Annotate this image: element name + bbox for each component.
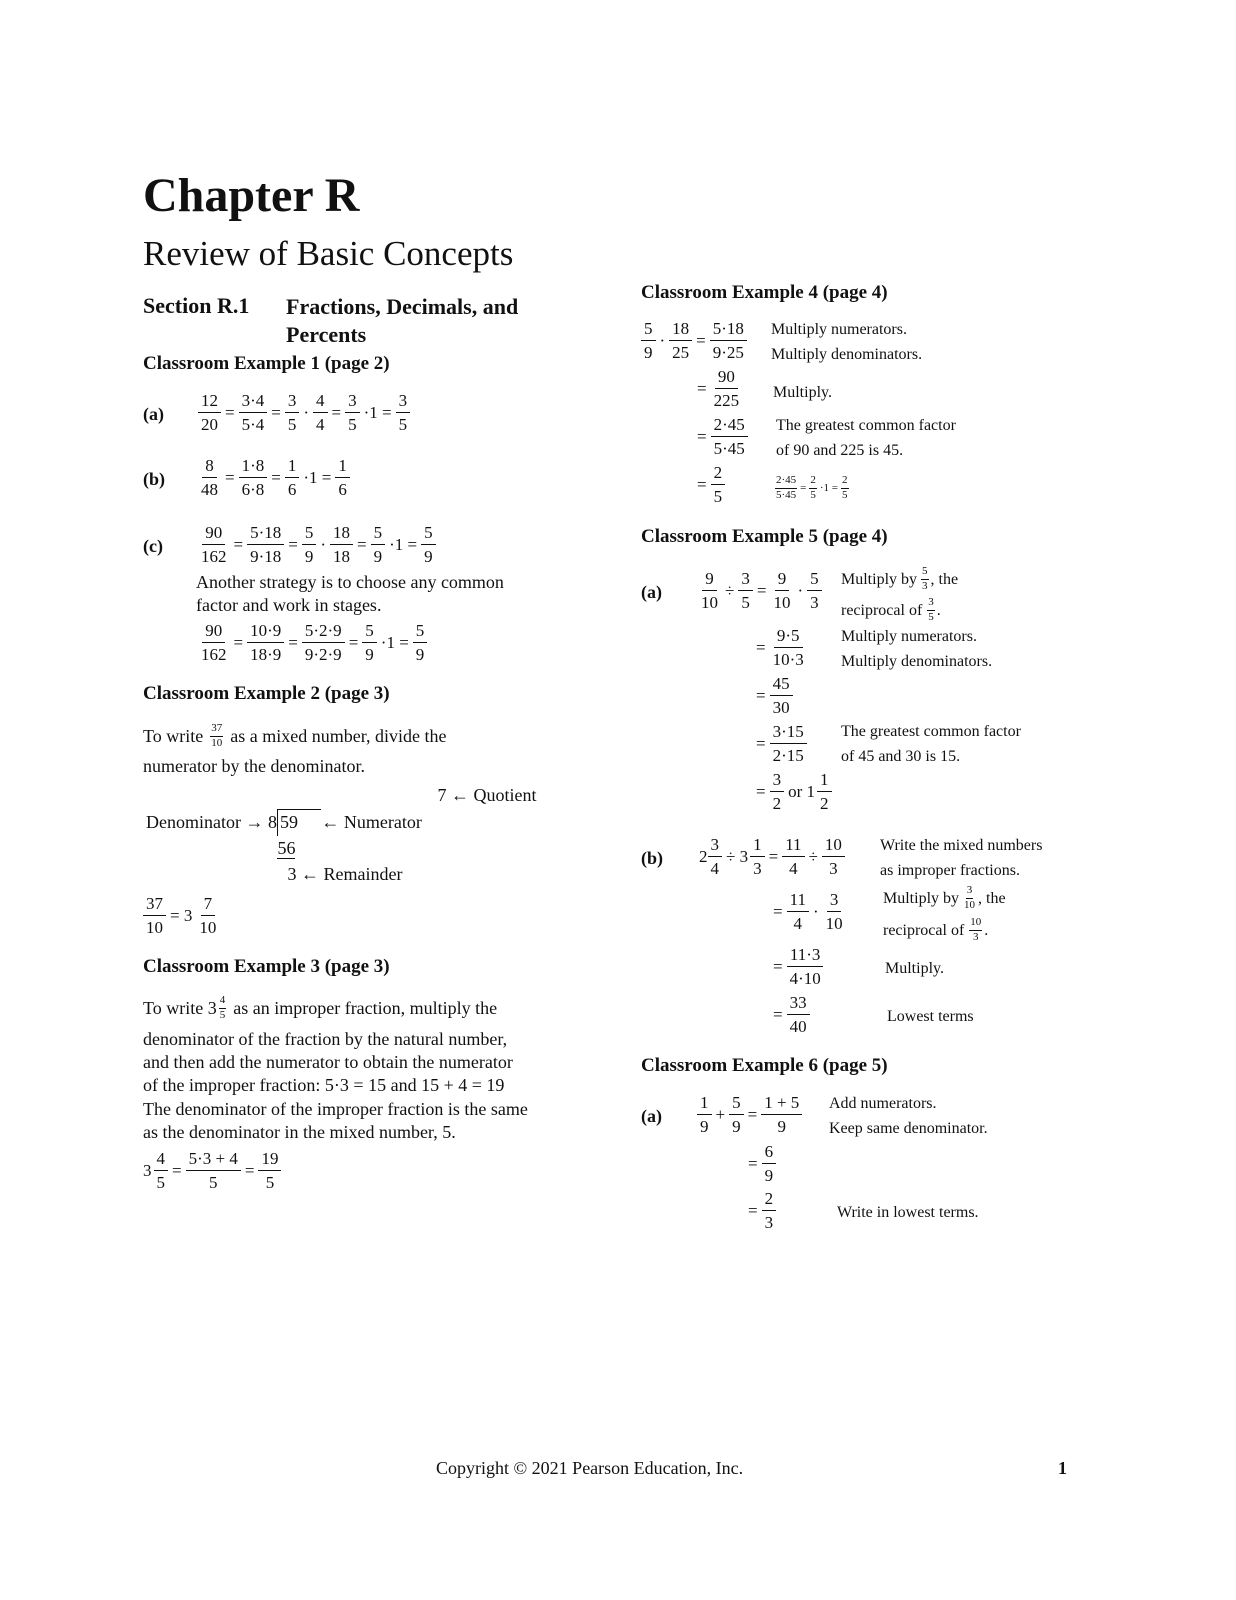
long-division-divisor: Denominator → 8	[146, 811, 277, 832]
example-5a-note-3a: The greatest common factor	[841, 723, 1021, 740]
example-5a-step-4: = $\frac{3\cdot 15}{2\cdot 15}$	[754, 721, 809, 767]
example-4-step-3: = $\frac{2\cdot 45}{5\cdot 45}$	[695, 414, 750, 460]
example-2-heading: Classroom Example 2 (page 3)	[143, 683, 390, 704]
example-5a-note-3b: of 45 and 30 is 15.	[841, 748, 961, 765]
long-division-dividend: 59	[277, 810, 321, 837]
example-2-text-1-before: To write	[143, 725, 204, 746]
example-2-text-1-after: as a mixed number, divide the	[230, 725, 447, 746]
example-6a-step-3: = $\frac{2}{3}$	[746, 1188, 778, 1234]
example-4-heading: Classroom Example 4 (page 4)	[641, 282, 888, 303]
example-3-inline-fraction: $\frac{4}{5}$	[219, 994, 226, 1021]
example-5b-step-4: = $\frac{33}{40}$	[771, 992, 812, 1038]
example-5a-note-1a-fraction: $\frac{5}{3}$	[922, 565, 928, 592]
example-5b-note-2a-fraction: $\frac{3}{10}$	[964, 884, 976, 911]
example-5a-step-5: = $\frac{3}{2}$ or 1 $\frac{1}{2}$	[754, 769, 834, 815]
example-5a-note-1b-text: reciprocal of	[841, 601, 923, 619]
example-3-result: 3 $\frac{4}{5}$ = $\frac{5\cdot 3 + 4}{5}$ = $\frac{19}{5}$	[143, 1148, 283, 1194]
example-4-note-2: Multiply.	[773, 384, 832, 401]
example-5b-note-2b-fraction: $\frac{10}{3}$	[970, 916, 982, 943]
example-4-note-1b: Multiply denominators.	[771, 346, 923, 363]
example-4-side-calc: $\frac{2\cdot 45}{5\cdot 45}$ = $\frac{2}{5}$ ·1 = $\frac{2}{5}$	[776, 474, 848, 501]
example-5b-note-2a-text: Multiply by	[883, 889, 960, 907]
page-number: 1	[1058, 1458, 1067, 1478]
example-5b-note-1a: Write the mixed numbers	[880, 837, 1043, 854]
example-5b-step-2: = $\frac{11}{4}$ · $\frac{3}{10}$	[773, 890, 843, 934]
long-division-quotient: 7 ← Quotient	[437, 785, 537, 805]
example-6a-note-1b: Keep same denominator.	[829, 1120, 988, 1137]
example-5a-note-2a: Multiply numerators.	[841, 628, 977, 645]
example-6-heading: Classroom Example 6 (page 5)	[641, 1055, 888, 1076]
example-5-heading: Classroom Example 5 (page 4)	[641, 526, 888, 547]
example-5b-label: (b)	[641, 848, 663, 868]
example-5b-note-2b	[883, 916, 988, 945]
copyright-footer: Copyright © 2021 Pearson Education, Inc.	[436, 1458, 744, 1478]
example-5b-note-2b-text: reciprocal of	[883, 921, 965, 939]
example-4-note-1a: Multiply numerators.	[771, 321, 907, 338]
example-1c-label: (c)	[143, 536, 163, 556]
example-5a-note-1b-period: .	[936, 601, 941, 619]
example-1a-label: (a)	[143, 404, 164, 424]
example-2-text-1	[143, 722, 446, 751]
example-6a-step-1: $\frac{1}{9}$ + $\frac{5}{9}$ = $\frac{1 + 5}{9}$	[695, 1092, 804, 1138]
long-division-product: 56	[277, 838, 296, 858]
example-5a-step-1: $\frac{9}{10}$ ÷ $\frac{3}{5}$ = $\frac{9}{10}$ · $\frac{5}{3}$	[696, 568, 824, 614]
long-division	[146, 783, 536, 888]
example-1b-math: $\frac{8}{48}$ = $\frac{1\cdot 8}{6\cdot 8}$ = $\frac{1}{6}$ ·1 = $\frac{1}{6}$	[196, 455, 352, 501]
example-5a-note-1a-after: , the	[930, 570, 959, 588]
example-5b-note-4: Lowest terms	[887, 1008, 974, 1025]
example-5a-note-1b	[841, 596, 941, 625]
section-title: Fractions, Decimals, and Percents	[286, 294, 519, 347]
example-5b-step-3: = $\frac{11\cdot 3}{4\cdot 10}$	[771, 944, 826, 990]
example-1-heading: Classroom Example 1 (page 2)	[143, 353, 390, 374]
example-2-result: $\frac{37}{10}$ = 3 $\frac{7}{10}$	[143, 893, 221, 939]
example-5b-note-1b: as improper fractions.	[880, 862, 1020, 879]
example-3-text-1-after: as an improper fraction, multiply the	[233, 997, 498, 1018]
long-division-numerator-label: ← Numerator	[321, 811, 422, 832]
example-6a-label: (a)	[641, 1106, 662, 1126]
example-5b-note-2b-period: .	[984, 921, 989, 939]
example-3-text-1-before: To write 3	[143, 997, 217, 1018]
example-3-heading: Classroom Example 3 (page 3)	[143, 956, 390, 977]
example-5a-note-1b-fraction: $\frac{3}{5}$	[928, 596, 934, 623]
example-5b-step-1: 2 $\frac{3}{4}$ ÷ 3 $\frac{1}{3}$ = $\frac{11}{4}$ ÷ $\frac{10}{3}$	[697, 834, 847, 880]
example-1a-math: $\frac{12}{20}$ = $\frac{3\cdot 4}{5\cdot 4}$ = $\frac{3}{5}$ · $\frac{4}{4}$ = $\frac{3}{5}$ ·1 = $\frac{3}{5}$	[196, 390, 412, 436]
example-3-text-1	[143, 994, 497, 1023]
example-3-text-3: and then add the numerator to obtain the numerator	[143, 1052, 513, 1072]
example-3-text-4: of the improper fraction: 5·3 = 15 and 15 + 4 = 19	[143, 1075, 505, 1095]
example-1c-text-2: factor and work in stages.	[196, 595, 382, 615]
example-4-note-3a: The greatest common factor	[776, 417, 956, 434]
example-1c-text-1: Another strategy is to choose any common	[196, 572, 504, 592]
example-3-text-2: denominator of the fraction by the natural number,	[143, 1029, 508, 1049]
example-2-inline-fraction: $\frac{37}{10}$	[211, 722, 223, 749]
example-6a-note-2: Write in lowest terms.	[837, 1204, 979, 1221]
example-5b-note-3: Multiply.	[885, 960, 944, 977]
example-4-step-1: $\frac{5}{9}$ · $\frac{18}{25}$ = $\frac{5\cdot 18}{9\cdot 25}$	[641, 318, 749, 364]
chapter-title: Chapter R	[143, 169, 360, 222]
example-3-text-6: as the denominator in the mixed number, 5.	[143, 1122, 456, 1142]
example-5b-note-2a-after: , the	[978, 889, 1006, 907]
example-5a-label: (a)	[641, 582, 662, 602]
long-division-remainder: 3 ← Remainder	[287, 864, 403, 884]
example-6a-note-1a: Add numerators.	[829, 1095, 937, 1112]
example-3-text-5: The denominator of the improper fraction is the same	[143, 1099, 528, 1119]
example-5a-step-2: = $\frac{9\cdot 5}{10\cdot 3}$	[756, 626, 804, 670]
example-5a-note-1a-text: Multiply by	[841, 570, 918, 588]
example-4-note-3b: of 90 and 225 is 45.	[776, 442, 904, 459]
example-6a-step-2: = $\frac{6}{9}$	[746, 1141, 778, 1187]
example-5b-note-2a	[883, 884, 1006, 913]
example-2-text-2: numerator by the denominator.	[143, 756, 365, 776]
example-5a-note-1a	[841, 565, 958, 594]
example-1b-label: (b)	[143, 469, 165, 489]
example-5a-note-2b: Multiply denominators.	[841, 653, 993, 670]
section-number: Section R.1	[143, 293, 250, 318]
example-5a-step-3: = $\frac{45}{30}$	[754, 673, 795, 719]
example-4-step-2: = $\frac{90}{225}$	[697, 367, 740, 411]
example-1c-math-stages: $\frac{90}{162}$ = $\frac{10\cdot 9}{18\cdot 9}$ = $\frac{5\cdot 2\cdot 9}{9\cdot 2\cdot 9}$ = $\frac{5}{9}$ ·1 = $\frac{5}{9}$	[196, 620, 429, 666]
example-4-step-4: = $\frac{2}{5}$	[695, 462, 727, 508]
chapter-subtitle: Review of Basic Concepts	[143, 234, 514, 273]
example-1c-math: $\frac{90}{162}$ = $\frac{5\cdot 18}{9\cdot 18}$ = $\frac{5}{9}$ · $\frac{18}{18}$ = $\frac{5}{9}$ ·1 = $\frac{5}{9}$	[196, 522, 438, 568]
